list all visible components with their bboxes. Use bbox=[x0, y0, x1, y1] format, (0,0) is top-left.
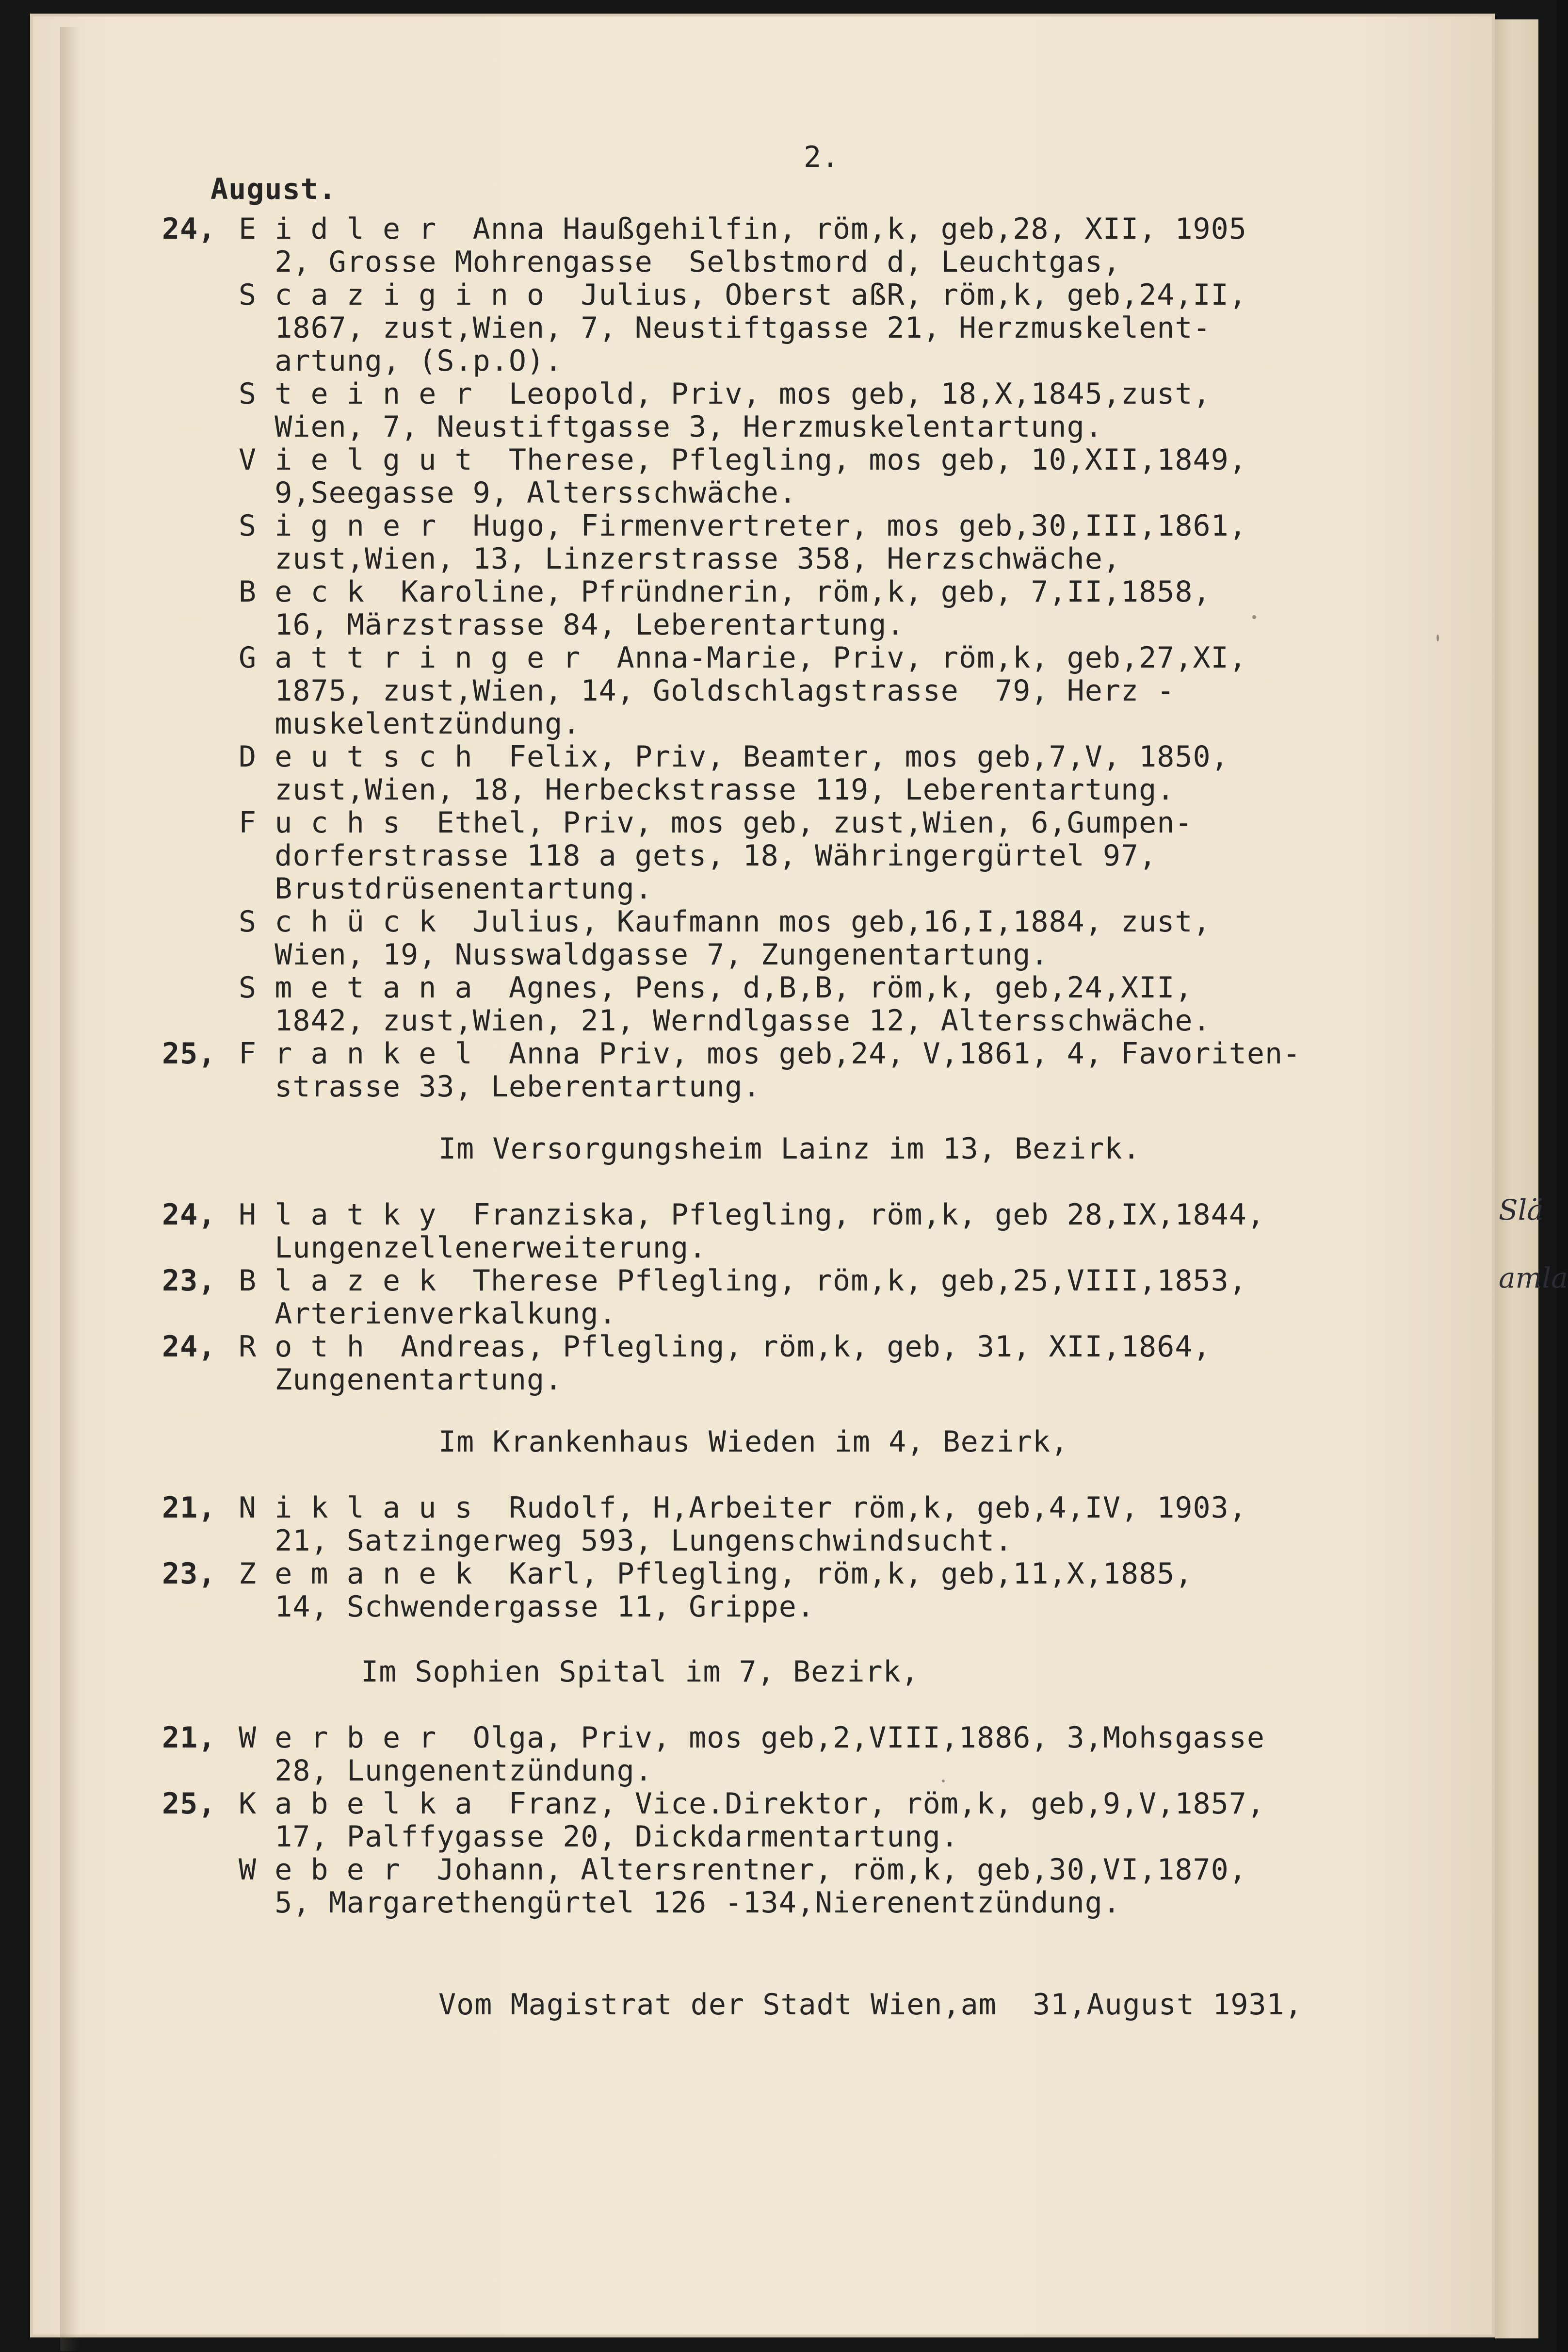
entry-line: 14, Schwendergasse 11, Grippe. bbox=[239, 1590, 815, 1624]
entry-line: 1842, zust,Wien, 21, Werndlgasse 12, Altersschwäche. bbox=[239, 1004, 1211, 1038]
entry-day: 23, bbox=[162, 1557, 216, 1591]
entry-line: R o t h Andreas, Pflegling, röm,k, geb, 31, XII,1864, bbox=[239, 1330, 1211, 1364]
entry-day: 21, bbox=[162, 1491, 216, 1525]
entry-line: Lungenzellenerweiterung. bbox=[239, 1231, 707, 1265]
entry-line: Wien, 19, Nusswaldgasse 7, Zungenentartung. bbox=[239, 938, 1049, 972]
footer-signature-line: Vom Magistrat der Stadt Wien,am 31,August 1931, bbox=[438, 1988, 1303, 2022]
entry-line: V i e l g u t Therese, Pflegling, mos geb, 10,XII,1849, bbox=[239, 443, 1247, 477]
entry-line: Arterienverkalkung. bbox=[239, 1297, 617, 1331]
entry-line: artung, (S.p.O). bbox=[239, 344, 563, 378]
entry-line: Zungenentartung. bbox=[239, 1363, 563, 1397]
entry-line: 21, Satzingerweg 593, Lungenschwindsucht. bbox=[239, 1524, 1013, 1558]
entry-line: 28, Lungenentzündung. bbox=[239, 1754, 653, 1788]
entry-day: 21, bbox=[162, 1721, 216, 1755]
paper-fleck bbox=[1437, 635, 1439, 641]
section-heading-lainz: Im Versorgungsheim Lainz im 13, Bezirk. bbox=[438, 1132, 1141, 1166]
entry-line: K a b e l k a Franz, Vice.Direktor, röm,k, geb,9,V,1857, bbox=[239, 1787, 1265, 1821]
entry-line: N i k l a u s Rudolf, H,Arbeiter röm,k, geb,4,IV, 1903, bbox=[239, 1491, 1247, 1525]
entry-line: W e r b e r Olga, Priv, mos geb,2,VIII,1886, 3,Mohsgasse bbox=[239, 1721, 1265, 1755]
entry-line: dorferstrasse 118 a gets, 18, Währingergürtel 97, bbox=[239, 839, 1157, 873]
margin-handwriting: Slä bbox=[1499, 1193, 1544, 1226]
entry-line: S c a z i g i n o Julius, Oberst aßR, röm,k, geb,24,II, bbox=[239, 278, 1247, 312]
next-page-edge bbox=[1495, 19, 1568, 2338]
paper-fleck bbox=[942, 1780, 945, 1782]
entry-line: muskelentzündung. bbox=[239, 707, 581, 741]
entry-line: E i d l e r Anna Haußgehilfin, röm,k, geb,28, XII, 1905 bbox=[239, 212, 1247, 246]
entry-line: 1875, zust,Wien, 14, Goldschlagstrasse 79, Herz - bbox=[239, 674, 1175, 708]
entry-day: 25, bbox=[162, 1787, 216, 1821]
entry-line: G a t t r i n g e r Anna-Marie, Priv, röm,k, geb,27,XI, bbox=[239, 641, 1247, 675]
entry-line: S t e i n e r Leopold, Priv, mos geb, 18,X,1845,zust, bbox=[239, 377, 1211, 411]
entry-line: Brustdrüsenentartung. bbox=[239, 872, 653, 906]
page-number: 2. bbox=[804, 140, 840, 174]
entry-line: B l a z e k Therese Pflegling, röm,k, geb,25,VIII,1853, bbox=[239, 1264, 1247, 1298]
entry-line: 2, Grosse Mohrengasse Selbstmord d, Leuchtgas, bbox=[239, 245, 1121, 279]
entry-line: zust,Wien, 13, Linzerstrasse 358, Herzschwäche, bbox=[239, 542, 1121, 576]
entry-line: B e c k Karoline, Pfründnerin, röm,k, geb, 7,II,1858, bbox=[239, 575, 1211, 609]
entry-line: H l a t k y Franziska, Pflegling, röm,k, geb 28,IX,1844, bbox=[239, 1198, 1265, 1232]
entry-line: F u c h s Ethel, Priv, mos geb, zust,Wien, 6,Gumpen- bbox=[239, 806, 1193, 840]
month-heading: August. bbox=[210, 172, 337, 206]
entry-line: 9,Seegasse 9, Altersschwäche. bbox=[239, 476, 797, 510]
entry-day: 24, bbox=[162, 212, 216, 246]
entry-line: strasse 33, Leberentartung. bbox=[239, 1070, 761, 1104]
entry-day: 24, bbox=[162, 1198, 216, 1232]
entry-line: zust,Wien, 18, Herbeckstrasse 119, Leberentartung. bbox=[239, 773, 1175, 807]
page-gutter-shadow bbox=[60, 27, 80, 2351]
entry-line: 16, Märzstrasse 84, Leberentartung. bbox=[239, 608, 905, 642]
section-heading-sophien-spital: Im Sophien Spital im 7, Bezirk, bbox=[361, 1655, 919, 1689]
entry-day: 23, bbox=[162, 1264, 216, 1298]
section-heading-wieden: Im Krankenhaus Wieden im 4, Bezirk, bbox=[438, 1425, 1069, 1459]
entry-line: F r a n k e l Anna Priv, mos geb,24, V,1861, 4, Favoriten- bbox=[239, 1037, 1301, 1071]
margin-handwriting: amla bbox=[1499, 1261, 1568, 1294]
entry-line: W e b e r Johann, Altersrentner, röm,k, geb,30,VI,1870, bbox=[239, 1853, 1247, 1887]
entry-line: S c h ü c k Julius, Kaufmann mos geb,16,I,1884, zust, bbox=[239, 905, 1211, 939]
entry-line: Wien, 7, Neustiftgasse 3, Herzmuskelentartung. bbox=[239, 410, 1103, 444]
entry-line: 5, Margarethengürtel 126 -134,Nierenentzündung. bbox=[239, 1886, 1121, 1920]
entry-line: S m e t a n a Agnes, Pens, d,B,B, röm,k, geb,24,XII, bbox=[239, 971, 1193, 1005]
entry-day: 24, bbox=[162, 1330, 216, 1364]
entry-line: Z e m a n e k Karl, Pflegling, röm,k, geb,11,X,1885, bbox=[239, 1557, 1193, 1591]
entry-line: 17, Palffygasse 20, Dickdarmentartung. bbox=[239, 1820, 959, 1854]
entry-line: S i g n e r Hugo, Firmenvertreter, mos geb,30,III,1861, bbox=[239, 509, 1247, 543]
document-page bbox=[30, 14, 1495, 2337]
entry-line: 1867, zust,Wien, 7, Neustiftgasse 21, Herzmuskelent- bbox=[239, 311, 1211, 345]
entry-line: D e u t s c h Felix, Priv, Beamter, mos geb,7,V, 1850, bbox=[239, 740, 1229, 774]
paper-fleck bbox=[1252, 615, 1256, 619]
entry-day: 25, bbox=[162, 1037, 216, 1071]
